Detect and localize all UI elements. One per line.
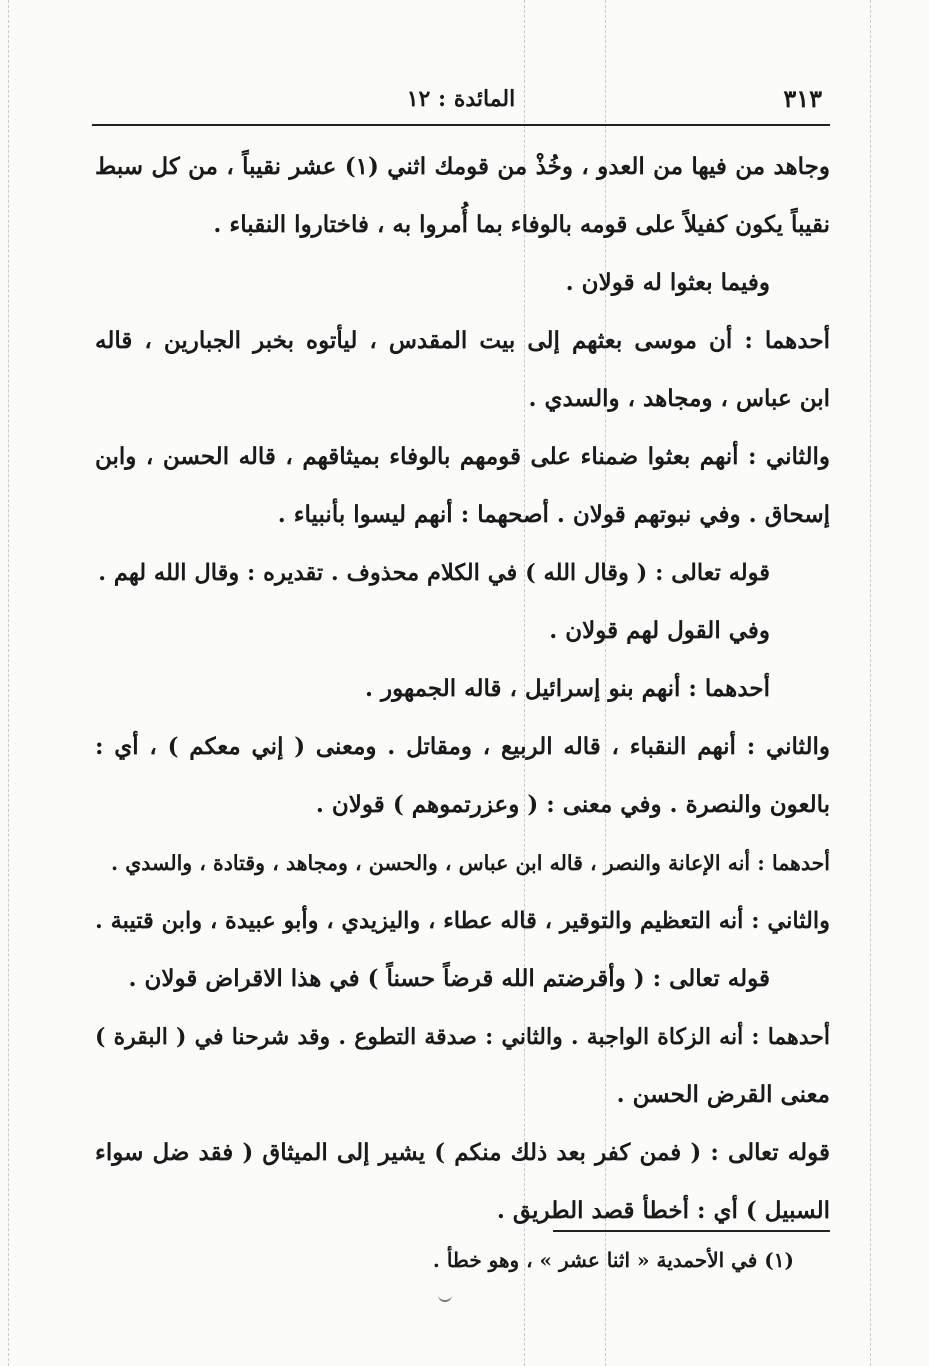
page-number: ٣١٣: [783, 84, 822, 113]
text-line: معنى القرض الحسن .: [616, 1081, 830, 1108]
text-line: والثاني : أنه التعظيم والتوقير ، قاله عطاء ، واليزيدي ، وأبو عبيدة ، وابن قتيبة .: [95, 908, 830, 934]
text-line: أحدهما : أنهم بنو إسرائيل ، قاله الجمهور .: [365, 675, 770, 702]
text-line: قوله تعالى : ( وأقرضتم الله قرضاً حسناً ) في هذا الاقراض قولان .: [128, 965, 770, 992]
text-line: ابن عباس ، ومجاهد ، والسدي .: [528, 385, 830, 412]
print-mark: [438, 1294, 452, 1302]
body-text: [95, 138, 830, 1240]
text-line: قوله تعالى : ( فمن كفر بعد ذلك منكم ) يشير إلى الميثاق ( فقد ضل سواء: [95, 1139, 830, 1166]
scan-guide-line: [8, 0, 9, 1366]
text-line: بالعون والنصرة . وفي معنى : ( وعزرتموهم ) قولان .: [315, 791, 830, 818]
footnote-rule: [553, 1230, 830, 1232]
text-line: وجاهد من فيها من العدو ، وخُذْ من قومك اثني (١) عشر نقيباً ، من كل سبط: [95, 153, 830, 180]
text-line: نقيباً يكون كفيلاً على قومه بالوفاء بما أُمروا به ، فاختاروا النقباء .: [213, 211, 830, 238]
text-line: أحدهما : أنه الزكاة الواجبة . والثاني : صدقة التطوع . وقد شرحنا في ( البقرة ): [95, 1024, 830, 1050]
text-line: إسحاق . وفي نبوتهم قولان . أصحهما : أنهم ليسوا بأنبياء .: [277, 501, 830, 528]
text-line: أحدهما : أنه الإعانة والنصر ، قاله ابن عباس ، والحسن ، ومجاهد ، وقتادة ، والسدي .: [110, 851, 830, 875]
text-line: قوله تعالى : ( وقال الله ) في الكلام محذوف . تقديره : وقال الله لهم .: [98, 560, 770, 586]
text-line: وفيما بعثوا له قولان .: [565, 269, 770, 296]
running-head: المائدة : ١٢: [406, 86, 516, 112]
footnote: (١) في الأحمدية « اثنا عشر » ، وهو خطأ .: [432, 1248, 794, 1272]
text-line: والثاني : أنهم النقباء ، قاله الربيع ، ومقاتل . ومعنى ( إني معكم ) ، أي :: [95, 733, 830, 760]
page-header: [92, 84, 830, 114]
text-line: السبيل ) أي : أخطأ قصد الطريق .: [496, 1197, 830, 1224]
header-rule: [92, 124, 830, 126]
text-line: أحدهما : أن موسى بعثهم إلى بيت المقدس ، ليأتوه بخبر الجبارين ، قاله: [95, 327, 830, 354]
text-line: والثاني : أنهم بعثوا ضمناء على قومهم بالوفاء بميثاقهم ، قاله الحسن ، وابن: [95, 443, 830, 470]
scan-guide-line: [870, 0, 871, 1366]
text-line: وفي القول لهم قولان .: [549, 617, 770, 644]
